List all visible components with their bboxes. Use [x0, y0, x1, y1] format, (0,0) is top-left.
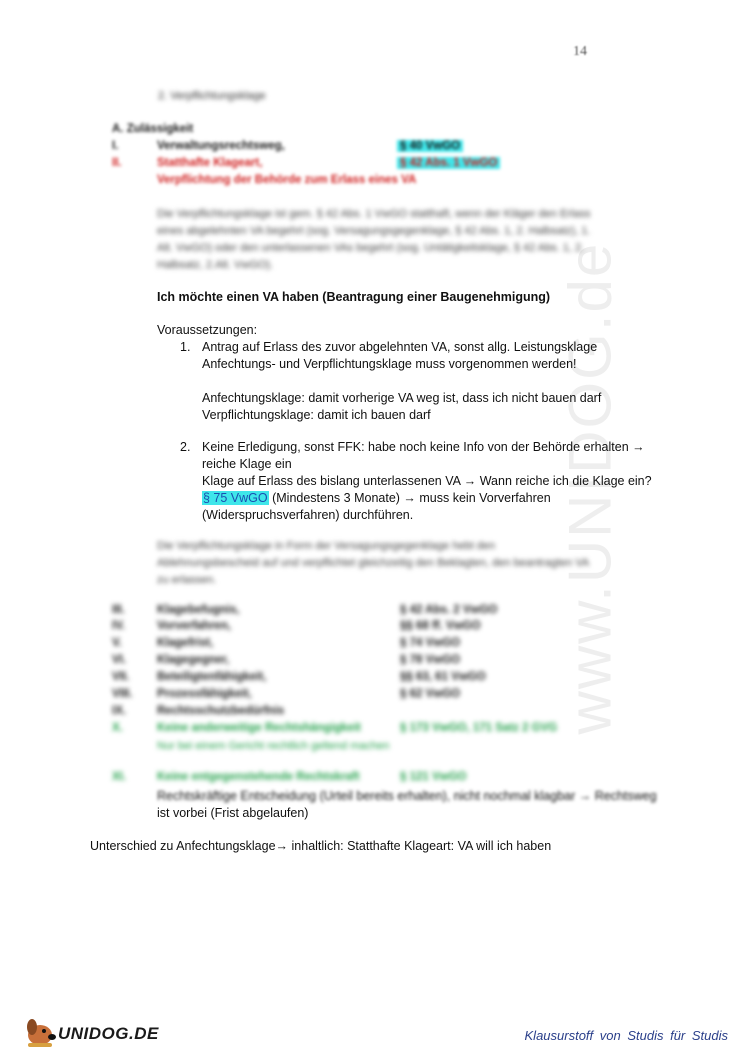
- item-label: Klagebefugnis,: [157, 604, 240, 616]
- item-ref: § 173 VwGO, 171 Satz 2 GVG: [400, 722, 558, 734]
- item-note: Nur bei einem Gericht rechtlich geltend machen: [157, 740, 390, 752]
- mid-line: Ablehnungsbescheid auf und verpflichtet gleichzeitig den Beklagten, den beantragten VA: [157, 557, 590, 569]
- prereq-line-rest: (Mindestens 3 Monate) → muss kein Vorverfahren: [268, 491, 551, 505]
- prereq-line: Anfechtungsklage: damit vorherige VA weg ist, dass ich nicht bauen darf: [202, 391, 602, 405]
- prereq-line: Antrag auf Erlass des zuvor abgelehnten VA, sonst allg. Leistungsklage: [202, 340, 598, 354]
- item-ref: § 42 Abs. 2 VwGO: [400, 604, 498, 616]
- mid-line: Die Verpflichtungsklage in Form der Versagungsgegenklage hebt den: [157, 540, 496, 552]
- item-num: X.: [112, 722, 123, 734]
- main-heading: Ich möchte einen VA haben (Beantragung einer Baugenehmigung): [157, 290, 551, 304]
- prereq-num-1: 1.: [180, 340, 191, 354]
- item-label: Vorverfahren,: [157, 620, 231, 632]
- item-ref: §§ 68 ff. VwGO: [400, 620, 481, 632]
- watermark: www.UNIDOG.de: [556, 241, 624, 735]
- prereq-num-2: 2.: [180, 440, 191, 454]
- item-ref: § 62 VwGO: [400, 688, 461, 700]
- item-num: II.: [112, 157, 122, 169]
- item-ref: § 40 VwGO: [397, 140, 463, 152]
- prereq-line: Klage auf Erlass des bislang unterlassenen VA → Wann reiche ich die Klage ein?: [202, 474, 652, 488]
- item-label: Klagegegner,: [157, 654, 230, 666]
- admissibility-subheading: Verpflichtung der Behörde zum Erlass eines VA: [157, 174, 417, 186]
- prereq-line: Keine Erledigung, sonst FFK: habe noch keine Info von der Behörde erhalten →: [202, 440, 645, 454]
- note-line: Rechtskräftige Entscheidung (Urteil bereits erhalten), nicht nochmal klagbar → Rechtsweg: [157, 789, 657, 803]
- prereq-line: Verpflichtungsklage: damit ich bauen darf: [202, 408, 431, 422]
- intro-paragraph: [157, 206, 657, 274]
- green-item-X: [112, 722, 632, 762]
- green-item-XI: [112, 771, 632, 789]
- item-num: III.: [112, 604, 125, 616]
- intro-line: Halbsatz, 2.Alt. VwGO).: [157, 259, 274, 271]
- item-label: Keine anderweitige Rechtshängigkeit: [157, 722, 361, 734]
- prereq-line: [202, 490, 652, 507]
- item-label: Keine entgegenstehende Rechtskraft: [157, 771, 360, 783]
- mid-line: zu erlassen.: [157, 574, 217, 586]
- item-ref: § 121 VwGO: [400, 771, 467, 783]
- intro-line: Die Verpflichtungsklage ist gem. § 42 Abs. 1 VwGO statthaft, wenn der Kläger den Erlass: [157, 208, 591, 220]
- section-heading: 2. Verpflichtungsklage: [158, 90, 266, 102]
- prerequisites-label: Voraussetzungen:: [157, 323, 258, 337]
- list-items: [112, 604, 612, 724]
- page-number: 14: [573, 44, 587, 59]
- item-label: Statthafte Klageart,: [157, 157, 263, 169]
- vwgo-75-highlight: § 75 VwGO: [203, 491, 268, 505]
- mid-paragraph: [157, 538, 657, 589]
- item-ref: § 42 Abs. 1 VwGO: [397, 157, 500, 169]
- prereq-1: [202, 339, 601, 424]
- prereq-line: (Widerspruchsverfahren) durchführen.: [202, 508, 414, 522]
- item-num: I.: [112, 140, 119, 152]
- item-ref: § 74 VwGO: [400, 637, 461, 649]
- item-num: VII.: [112, 671, 130, 683]
- item-label: Rechtsschutzbedürfnis: [157, 705, 285, 717]
- prereq-line: Anfechtungs- und Verpflichtungsklage muss vorgenommen werden!: [202, 357, 577, 371]
- item-label: Prozessfähigkeit,: [157, 688, 252, 700]
- item-num: XI.: [112, 771, 127, 783]
- difference-note: Unterschied zu Anfechtungsklage→ inhaltlich: Statthafte Klageart: VA will ich haben: [90, 839, 552, 853]
- item-num: VI.: [112, 654, 127, 666]
- dog-icon: [27, 1019, 56, 1047]
- item-ref: §§ 63, 61 VwGO: [400, 671, 486, 683]
- logo-text: UNIDOG.DE: [58, 1024, 159, 1043]
- footer-tagline: Klausurstoff von Studis für Studis: [524, 1028, 728, 1043]
- item-label: Klagefrist,: [157, 637, 214, 649]
- item-label: Verwaltungsrechtsweg,: [157, 140, 285, 152]
- green-item-XI-note: [157, 788, 657, 822]
- note-line: ist vorbei (Frist abgelaufen): [157, 806, 309, 820]
- admissibility-title: A. Zulässigkeit: [112, 123, 194, 135]
- prereq-2: [202, 439, 652, 524]
- item-num: V.: [112, 637, 122, 649]
- item-num: IX.: [112, 705, 127, 717]
- intro-line: Alt. VwGO) oder den unterlassenen VAs begehrt (sog. Untätigkeitsklage, § 42 Abs. 1, 2.: [157, 242, 585, 254]
- intro-line: eines abgelehnten VA begehrt (sog. Versagungsgegenklage, § 42 Abs. 1, 2. Halbsatz), 1.: [157, 225, 591, 237]
- item-num: IV.: [112, 620, 126, 632]
- item-label: Beteiligtenfähigkeit,: [157, 671, 267, 683]
- item-num: VIII.: [112, 688, 133, 700]
- prereq-line: reiche Klage ein: [202, 457, 292, 471]
- item-ref: § 78 VwGO: [400, 654, 461, 666]
